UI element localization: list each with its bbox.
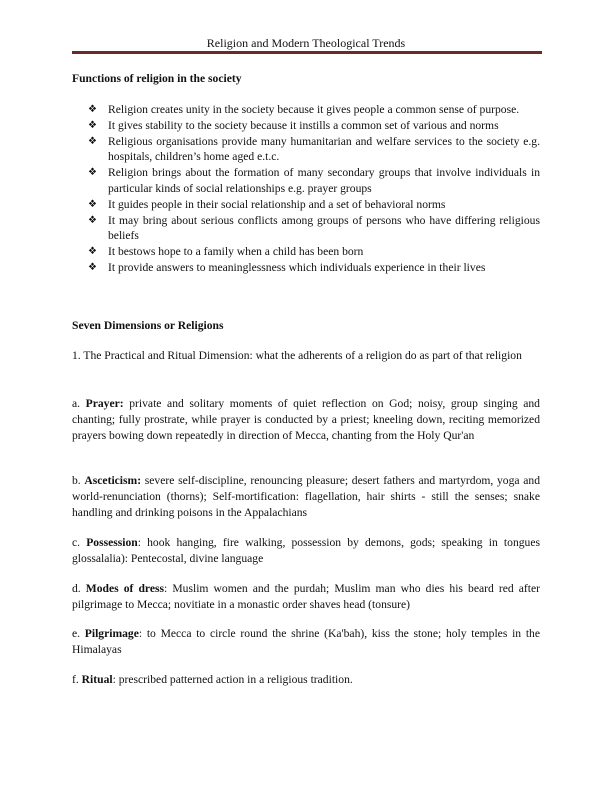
- list-item: ❖ It guides people in their social relationship and a set of behavioral norms: [88, 197, 446, 211]
- entry-modes-of-dress: d. Modes of dress: Muslim women and the purdah; Muslim man who dies his beard red after pilgrimage to Mecca; novitiate in a monastic order shaves head (tonsure): [72, 582, 541, 611]
- entry-asceticism: b. Asceticism: severe self-discipline, renouncing pleasure; desert fathers and martyrdom, yoga and world-renunciation (thorns); Self-mortification: flagellation, hair shirts - still the senses; snake handling and drinking poisons in the Appalachians: [72, 474, 540, 519]
- list-item: ❖ It gives stability to the society because it instills a common set of various and norms: [88, 118, 499, 132]
- list-item: ❖ It bestows hope to a family when a child has been born: [88, 245, 364, 259]
- diamond-bullet-icon: ❖: [88, 104, 97, 115]
- diamond-bullet-icon: ❖: [88, 167, 97, 179]
- list-item: ❖ Religious organisations provide many humanitarian and welfare services to the society e.g. hospitals, children’s home aged e.t.c.: [88, 134, 540, 164]
- dimension-intro: 1. The Practical and Ritual Dimension: what the adherents of a religion do as part of that religion: [72, 349, 522, 362]
- diamond-bullet-icon: ❖: [88, 214, 97, 226]
- entry-pilgrimage: e. Pilgrimage: to Mecca to circle round the shrine (Ka'bah), kiss the stone; holy temples in the Himalayas: [72, 627, 540, 656]
- diamond-bullet-icon: ❖: [88, 119, 97, 131]
- header-rule: [72, 51, 542, 54]
- page-header: Religion and Modern Theological Trends: [206, 36, 406, 50]
- section-heading-functions: Functions of religion in the society: [72, 72, 242, 85]
- section-heading-dimensions: Seven Dimensions or Religions: [72, 319, 224, 332]
- entry-possession: c. Possession: hook hanging, fire walking, possession by demons, gods; speaking in tongues glossalalia): Pentecostal, divine language: [72, 536, 540, 565]
- entry-ritual: f. Ritual: prescribed patterned action in a religious tradition.: [72, 673, 353, 686]
- diamond-bullet-icon: ❖: [88, 246, 97, 258]
- list-item: ❖ It provide answers to meaninglessness which individuals experience in their lives: [88, 260, 486, 274]
- diamond-bullet-icon: ❖: [88, 261, 97, 273]
- diamond-bullet-icon: ❖: [88, 198, 97, 210]
- functions-list: [72, 102, 540, 276]
- diamond-bullet-icon: ❖: [88, 135, 97, 147]
- list-item: ❖ Religion brings about the formation of many secondary groups that involve individuals in particular kinds of social relationships e.g. prayer groups: [88, 166, 540, 195]
- entry-prayer: a. Prayer: private and solitary moments of quiet reflection on God; noisy, group singing and chanting; fully prostrate, while prayer is conducted by a priest; kneeling down, reciting memorized prayers bowing down repeatedly in direction of Mecca, chanting from the Holy Qur'an: [72, 397, 540, 442]
- list-item: ❖ Religion creates unity in the society because it gives people a common sense of purpose.: [88, 103, 520, 116]
- list-item: ❖ It may bring about serious conflicts among groups of persons who have differing religious beliefs: [88, 213, 540, 243]
